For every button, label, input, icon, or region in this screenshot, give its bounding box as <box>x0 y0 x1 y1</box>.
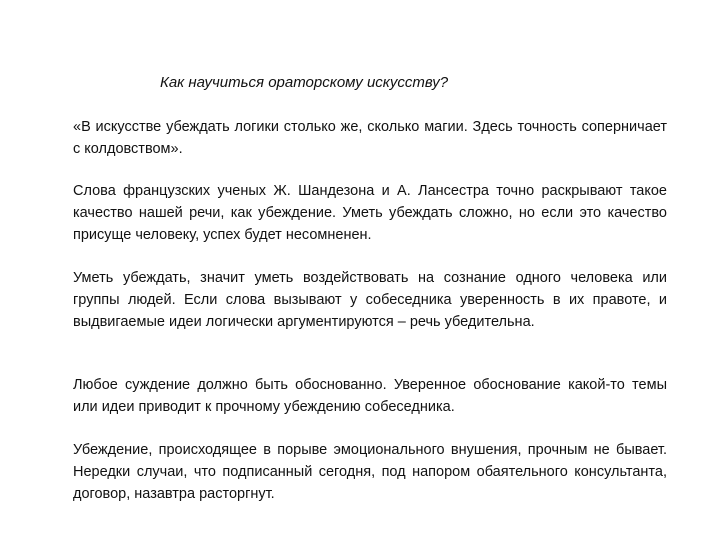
body-paragraph: Уметь убеждать, значит уметь воздействовать на сознание одного человека или группы людей. Если слова вызывают у собеседника уверенность в их правоте, и выдвигаемые идеи логически аргументируются – речь убедительна. <box>73 270 667 330</box>
body-paragraph: Слова французских ученых Ж. Шандезона и А. Лансестра точно раскрывают такое качество нашей речи, как убеждение. Уметь убеждать сложно, но если это качество присуще человеку, успех будет несомненен. <box>73 183 667 243</box>
quote-paragraph: «В искусстве убеждать логики столько же, сколько магии. Здесь точность соперничает с колдовством». <box>73 119 667 157</box>
body-paragraph: Убеждение, происходящее в порыве эмоционального внушения, прочным не бывает. Нередки случаи, что подписанный сегодня, под напором обаятельного консультанта, договор, назавтра расторгнут. <box>73 442 667 502</box>
body-paragraph: Любое суждение должно быть обоснованно. Уверенное обоснование какой-то темы или идеи приводит к прочному убеждению собеседника. <box>73 377 667 415</box>
page-title: Как научиться ораторскому искусству? <box>160 74 449 91</box>
